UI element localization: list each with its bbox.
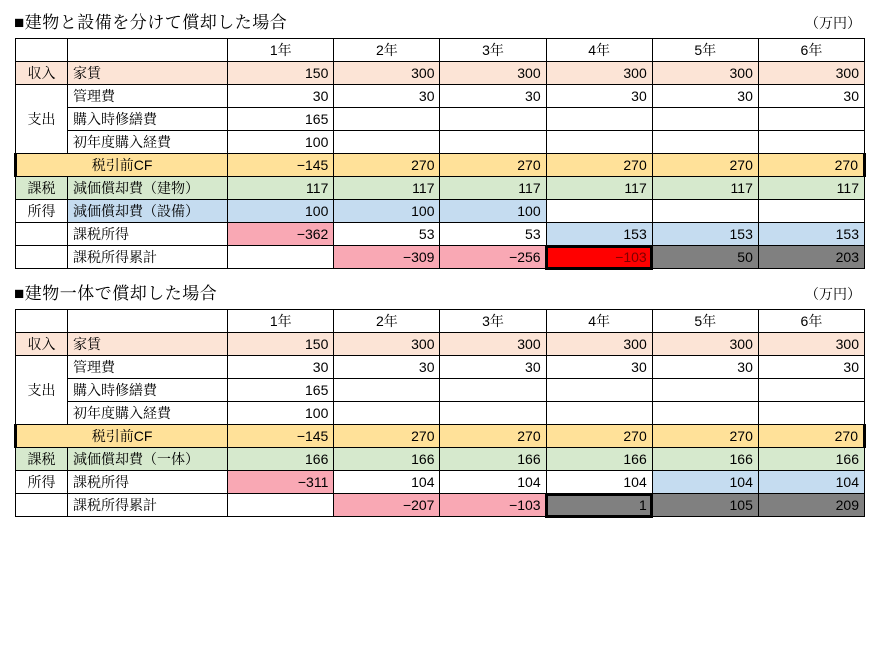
cell-value: 270: [652, 154, 758, 177]
corner-cell-2: [68, 310, 228, 333]
group-label-taxable-line1: 課税: [16, 177, 68, 200]
cell-value: 100: [440, 200, 546, 223]
cell-value: [440, 402, 546, 425]
cell-value: [546, 402, 652, 425]
group-label-taxable-line2: 所得: [16, 200, 68, 223]
row-label: 初年度購入経費: [68, 131, 228, 154]
cell-value: 300: [652, 333, 758, 356]
cell-value: 270: [546, 425, 652, 448]
cell-value: 30: [334, 356, 440, 379]
table-row: [16, 108, 865, 131]
cell-value: 30: [440, 85, 546, 108]
year-header: 5年: [652, 310, 758, 333]
group-label-spacer-2: [16, 246, 68, 269]
cell-value-highlight: 1: [546, 494, 652, 517]
table-row: [16, 356, 865, 379]
cashflow-table-unified: [14, 309, 866, 517]
table-header-row: [16, 310, 865, 333]
cell-value: 150: [228, 62, 334, 85]
cell-value: [758, 200, 864, 223]
cell-value: [546, 108, 652, 131]
unit-label: （万円）: [805, 15, 861, 31]
cashflow-table-split: [14, 38, 866, 269]
cell-value: −256: [440, 246, 546, 269]
year-header: 5年: [652, 39, 758, 62]
table-row: [16, 246, 865, 269]
unit-label: （万円）: [805, 286, 861, 302]
row-label-pretax-cf: 税引前CF: [16, 154, 228, 177]
cell-value: [758, 402, 864, 425]
cell-value: [440, 131, 546, 154]
cell-value: [228, 246, 334, 269]
cell-value: 270: [758, 425, 864, 448]
cell-value: 30: [228, 356, 334, 379]
cell-value: 270: [546, 154, 652, 177]
table-row: [16, 85, 865, 108]
row-label: 管理費: [68, 85, 228, 108]
cell-value: [758, 131, 864, 154]
table-row: [16, 471, 865, 494]
cell-value: −207: [334, 494, 440, 517]
cell-value: 117: [228, 177, 334, 200]
cell-value: 270: [440, 425, 546, 448]
cell-value: −309: [334, 246, 440, 269]
table-row: [16, 494, 865, 517]
group-label-taxable-line2: 所得: [16, 471, 68, 494]
group-label-spacer: [16, 494, 68, 517]
table-row-pretax-cf: [16, 154, 865, 177]
table-row: [16, 333, 865, 356]
cell-value: 166: [334, 448, 440, 471]
cell-value: [334, 402, 440, 425]
year-header: 2年: [334, 310, 440, 333]
cell-value: 104: [758, 471, 864, 494]
cell-value: 270: [758, 154, 864, 177]
table-row: [16, 402, 865, 425]
group-label-taxable-line1: 課税: [16, 448, 68, 471]
cell-value: 300: [546, 62, 652, 85]
corner-cell: [16, 310, 68, 333]
year-header: 3年: [440, 39, 546, 62]
cell-value: [546, 131, 652, 154]
cell-value: [440, 379, 546, 402]
cell-value: 30: [546, 85, 652, 108]
cell-value: [652, 402, 758, 425]
cell-value: 30: [546, 356, 652, 379]
cell-value: [440, 108, 546, 131]
corner-cell: [16, 39, 68, 62]
cell-value: [334, 108, 440, 131]
cell-value: 53: [334, 223, 440, 246]
row-label: 課税所得: [68, 471, 228, 494]
cell-value: 153: [758, 223, 864, 246]
cell-value: 166: [228, 448, 334, 471]
cell-value-highlight: −103: [546, 246, 652, 269]
table-header-row: [16, 39, 865, 62]
group-label-income: 収入: [16, 62, 68, 85]
year-header: 3年: [440, 310, 546, 333]
cell-value: 209: [758, 494, 864, 517]
cell-value: 203: [758, 246, 864, 269]
row-label: 初年度購入経費: [68, 402, 228, 425]
table-row: [16, 177, 865, 200]
cell-value: −362: [228, 223, 334, 246]
block-header: [14, 8, 867, 33]
group-label-spacer: [16, 223, 68, 246]
cell-value: 105: [652, 494, 758, 517]
row-label: 管理費: [68, 356, 228, 379]
cell-value: 117: [440, 177, 546, 200]
year-header: 1年: [228, 310, 334, 333]
table-row: [16, 379, 865, 402]
cell-value: 50: [652, 246, 758, 269]
cell-value: 270: [334, 425, 440, 448]
cell-value: 165: [228, 108, 334, 131]
table-block-unified-depreciation: [14, 279, 867, 517]
cell-value: 117: [334, 177, 440, 200]
table-row: [16, 131, 865, 154]
cell-value: 166: [546, 448, 652, 471]
cell-value: 100: [228, 402, 334, 425]
cell-value: 300: [758, 62, 864, 85]
cell-value: [758, 379, 864, 402]
cell-value: 300: [546, 333, 652, 356]
cell-value: −145: [228, 154, 334, 177]
cell-value: 300: [652, 62, 758, 85]
year-header: 6年: [758, 310, 864, 333]
row-label: 家賃: [68, 62, 228, 85]
cell-value: 117: [546, 177, 652, 200]
cell-value: 153: [652, 223, 758, 246]
cell-value: 104: [334, 471, 440, 494]
cell-value: 300: [758, 333, 864, 356]
cell-value: 100: [228, 131, 334, 154]
cell-value: 30: [652, 356, 758, 379]
cell-value: [546, 379, 652, 402]
row-label: 課税所得累計: [68, 494, 228, 517]
row-label: 減価償却費（一体）: [68, 448, 228, 471]
cell-value: [652, 108, 758, 131]
cell-value: 100: [228, 200, 334, 223]
table-row: [16, 223, 865, 246]
group-label-income: 収入: [16, 333, 68, 356]
cell-value: 166: [440, 448, 546, 471]
cell-value: [652, 200, 758, 223]
table-block-split-depreciation: [14, 8, 867, 269]
cell-value: 30: [758, 356, 864, 379]
table-row: [16, 62, 865, 85]
row-label: 購入時修繕費: [68, 379, 228, 402]
cell-value: [758, 108, 864, 131]
cell-value: 150: [228, 333, 334, 356]
group-label-expense: 支出: [16, 85, 68, 154]
corner-cell-2: [68, 39, 228, 62]
cell-value: [228, 494, 334, 517]
cell-value: 270: [334, 154, 440, 177]
row-label: 課税所得: [68, 223, 228, 246]
cell-value: 30: [440, 356, 546, 379]
cell-value: 166: [758, 448, 864, 471]
cell-value: 300: [334, 62, 440, 85]
year-header: 1年: [228, 39, 334, 62]
cell-value: 270: [440, 154, 546, 177]
cell-value: [652, 379, 758, 402]
cell-value: 30: [652, 85, 758, 108]
table-row-pretax-cf: [16, 425, 865, 448]
year-header: 4年: [546, 310, 652, 333]
block-title: ■建物一体で償却した場合: [14, 284, 218, 303]
row-label-pretax-cf: 税引前CF: [16, 425, 228, 448]
cell-value: [334, 131, 440, 154]
row-label: 家賃: [68, 333, 228, 356]
cell-value: 270: [652, 425, 758, 448]
year-header: 4年: [546, 39, 652, 62]
cell-value: 300: [440, 62, 546, 85]
year-header: 6年: [758, 39, 864, 62]
block-title: ■建物と設備を分けて償却した場合: [14, 13, 288, 32]
table-row: [16, 448, 865, 471]
year-header: 2年: [334, 39, 440, 62]
cell-value: −145: [228, 425, 334, 448]
cell-value: 300: [334, 333, 440, 356]
cell-value: 104: [440, 471, 546, 494]
cell-value: 30: [758, 85, 864, 108]
row-label: 課税所得累計: [68, 246, 228, 269]
cell-value: −311: [228, 471, 334, 494]
cell-value: 104: [546, 471, 652, 494]
cell-value: 166: [652, 448, 758, 471]
cell-value: 300: [440, 333, 546, 356]
cell-value: [652, 131, 758, 154]
cell-value: 30: [334, 85, 440, 108]
table-row: [16, 200, 865, 223]
cell-value: 117: [652, 177, 758, 200]
cell-value: 104: [652, 471, 758, 494]
row-label: 購入時修繕費: [68, 108, 228, 131]
cell-value: 53: [440, 223, 546, 246]
cell-value: 30: [228, 85, 334, 108]
cell-value: 117: [758, 177, 864, 200]
group-label-expense: 支出: [16, 356, 68, 425]
cell-value: −103: [440, 494, 546, 517]
cell-value: [334, 379, 440, 402]
block-header-2: [14, 279, 867, 304]
row-label: 減価償却費（設備）: [68, 200, 228, 223]
cell-value: [546, 200, 652, 223]
cell-value: 153: [546, 223, 652, 246]
row-label: 減価償却費（建物）: [68, 177, 228, 200]
cell-value: 100: [334, 200, 440, 223]
cell-value: 165: [228, 379, 334, 402]
